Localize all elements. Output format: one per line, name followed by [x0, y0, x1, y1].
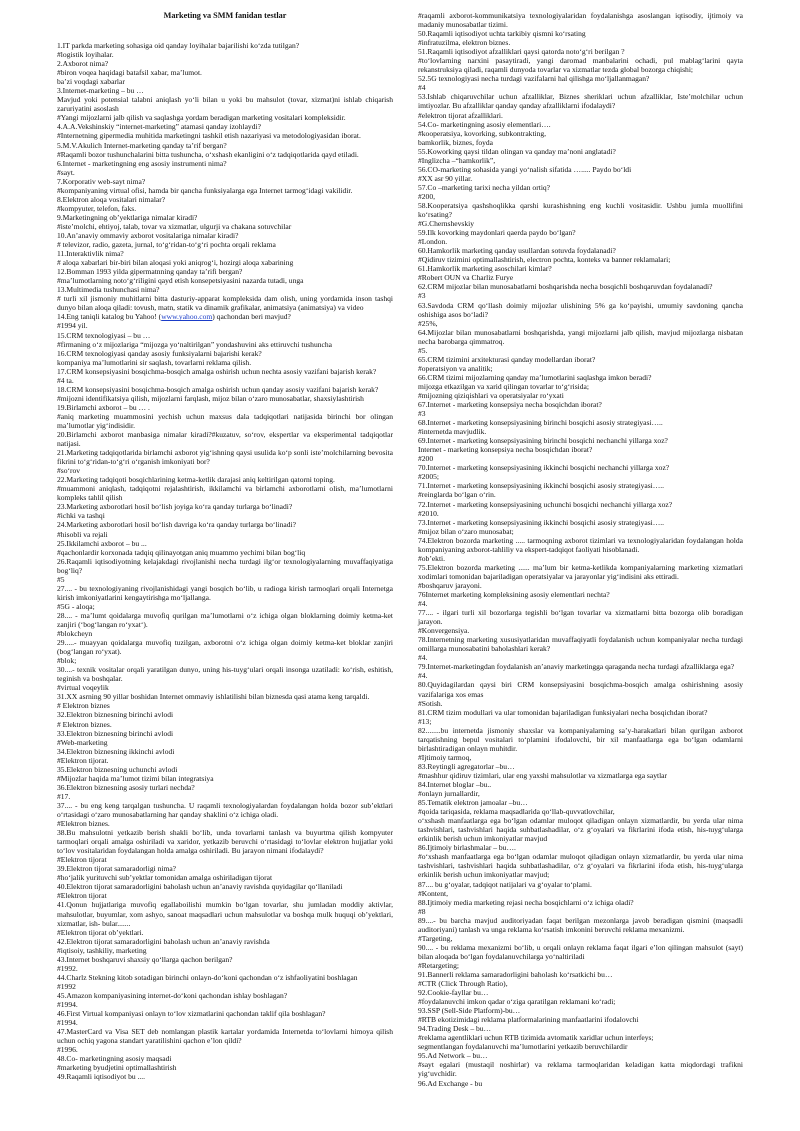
test-line: #qoida tariqasida, reklama maqsadlarida qo‘llab-quvvatlovchilar, [418, 807, 615, 817]
test-line: 55.Koworking qaysi tildan olingan va qanday ma’noni anglatadi? [418, 146, 616, 156]
test-line: 24.Marketing axborotlari hosil bo‘lish davriga ko‘ra qanday turlarga bo‘linadi? [57, 520, 296, 530]
test-line: #mijozni identifikatsiya qilish, mijozlarni farqlash, mijoz bilan o‘zaro munosabatlar, shaxsiylashtirish [57, 393, 364, 403]
test-line: 94.Trading Desk – bu… [418, 1024, 492, 1034]
test-line: #Mijozlar haqida ma’lumot tizimi bilan integratsiya [57, 773, 214, 783]
test-line: #1992 [57, 981, 76, 991]
test-line: #o‘xshash manfaatlarga ega bo‘lgan odamlar muloqot qiladigan onlayn xizmatlardir, bu yerda ular nima tashvishlari, tashvishlari haqida suhbatlashadilar, o‘z g‘oyalari va fikrlarini ifoda etish, his-tuyg‘ularga erkinlik berish uchun imkoniyatlar mavjud; [418, 852, 743, 880]
test-line: 23.Marketing axborotlari hosil bo‘lish joyiga ko‘ra qanday turlarga bo‘linadi? [57, 502, 293, 512]
test-line: #3 [418, 291, 426, 301]
test-line: #ichki va tashqi [57, 511, 105, 521]
test-line: #logistik loyihalar. [57, 50, 114, 60]
test-line: 9.Marketingning ob’yektlariga nimalar kiradi? [57, 212, 198, 222]
test-line: #so‘rov [57, 466, 81, 476]
test-line: 86.Ijtimoiy birlashmalar – bu…. [418, 843, 516, 853]
test-line: 29.....- muayyan qoidalarga muvofiq tuzilgan, axborotni o‘z ichiga olgan doimiy ketma-ket bloklar zanjiri (bog‘langan ro‘yxat). [57, 638, 393, 657]
test-line: #iqtisoiy, tashkiliy, marketing [57, 945, 147, 955]
test-line: #XX asr 90 yillar. [418, 173, 473, 183]
test-line: 62.CRM mijozlar bilan munosabatlarni boshqarishda necha bosqichli boshqaruvdan foydalanadi? [418, 282, 713, 292]
test-line: #hisobli va rejali [57, 529, 108, 539]
test-line: #onlayn jurnallardir, [418, 789, 480, 799]
right-column [418, 11, 743, 1088]
test-line: 35.Elektron biznesning uchunchi avlodi [57, 764, 178, 774]
test-line: 82........bu internetda jismoniy shaxslar va kompaniyalarning sa’y-harakatlari bilan qurilgan axborot tarqatishning bepul vositalari to‘plamini ifodalovchi, bir xil manfaatlarga ega bo‘lgan odamlarni birlashtiradigan onlayn muhitdir. [418, 725, 743, 753]
test-line: 64.Mijozlar bilan munosabatlarni boshqarishda, yangi mijozlarni jalb qilish, mavjud mijozlarga nisbatan necha barobarga qimmatroq. [418, 327, 743, 346]
test-line: #4 ta. [57, 375, 74, 385]
test-line: #boshqaruv jarayoni. [418, 580, 482, 590]
test-line: 91.Bannerli reklama samaradorligini baholash ko‘rsatkichi bu… [418, 969, 613, 979]
test-line: 81.CRM tizim modullari va ular tomonidan bajariladigan funksiyalari necha bosqichdan iborat? [418, 707, 708, 717]
test-line: 3.Internet-marketing – bu … [57, 86, 144, 96]
test-line: 8.Elektron aloqa vositalari nimalar? [57, 194, 166, 204]
test-line: 36.Elektron biznesning asosiy turlari nechda? [57, 782, 195, 792]
right-question-list [418, 11, 743, 1088]
test-line: 52.5G texnologiyasi necha turdagi vazifalarni hal qilishga mo‘ljallanmagan? [418, 74, 650, 84]
test-line: #kompaniyaning virtual ofisi, hamda bir qancha funksiyalarga ega Internet tarmog‘idagi vakilidir. [57, 185, 353, 195]
left-question-list [57, 41, 393, 1081]
test-line: 66.CRM tizimi mijozlarning qanday ma’lumotlarini saqlashga imkon beradi? [418, 372, 652, 382]
test-line: 69.Internet - marketing konsepsiyasining birinchi bosqichi nechanchi yillarga xoz? [418, 436, 668, 446]
test-line: #kompyuter, telefon, faks. [57, 203, 137, 213]
test-line: # Elektron biznes [57, 701, 110, 711]
test-line: 43.Internet boshqaruvi shaxsiy qo‘llarga qachon berilgan? [57, 954, 233, 964]
test-line: #1994 yil. [57, 321, 88, 331]
test-line: #Raqamli bozor tushunchalarini bitta tushuncha, o‘xshash ekanligini o‘z tadqiqotlarida qayd etiladi. [57, 149, 359, 159]
test-line: #Retargeting; [418, 960, 459, 970]
test-line: 31.XX asrning 90 yillar boshidan Internet ommaviy ishlatilishi bilan biznesda qasi atama keng tarqaldi. [57, 692, 370, 702]
test-line: #blokcheyn [57, 629, 93, 639]
test-line: 56.CO-marketing sohasida yangi yo‘nalish sifatida …..... Paydo bo‘ldi [418, 164, 632, 174]
test-line: #1994. [57, 999, 78, 1009]
test-line: #Elektron tijorat. [57, 755, 109, 765]
test-line: #mashhur qidiruv tizimlari, ular eng yaxshi mahsulotlar va xizmatlarga ega saytlar [418, 770, 668, 780]
test-line: 60.Hamkorlik marketing qanday usullardan sotuvda foydalanadi? [418, 246, 616, 256]
test-line: #CTR (Click Through Ratio), [418, 979, 508, 989]
test-line: #infratuzilma, elektron biznes. [418, 38, 511, 48]
test-line: #blok; [57, 656, 77, 666]
test-line: #Ijtimoiy tarmoq, [418, 752, 472, 762]
test-line: 15.CRM texnologiyasi – bu … [57, 330, 151, 340]
test-line: #ho‘jalik yurituvchi sub’yektlar tomonidan amalga oshiriladigan tijorat [57, 873, 273, 883]
test-line: 22.Marketing tadqiqoti bosqichlarining ketma-ketlik darajasi aniq keltirilgan qatorni toping. [57, 475, 335, 485]
test-line: 30....- texnik vositalar orqali yaratilgan dunyo, uning his-tuyg‘ulari orqali insonga uzatiladi: ko‘rish, eshitish, teginish va boshqalar. [57, 665, 393, 684]
test-line: mijozga etkazilgan va xarid qilingan tovarlar to‘g‘risida; [418, 381, 590, 391]
left-column [57, 11, 393, 1081]
test-line: #4. [418, 653, 428, 663]
test-line: #Elektron tijorat ob’yektlari. [57, 927, 144, 937]
test-line: 32.Elektron biznesning birinchi avlodi [57, 710, 174, 720]
test-line: 72.Internet - marketing konsepsiyasining uchunchi bosqichi nechanchi yillarga xoz? [418, 499, 673, 509]
test-line: #3 [418, 409, 426, 419]
test-line: #Internetning gipermedia muhitida marketingni tashkil etish nazariyasi va metodologiyasidan iborat. [57, 131, 361, 141]
test-line: 85.Tematik elektron jamoalar –bu… [418, 798, 528, 808]
test-line: 21.Marketing tadqiqotlarida birlamchi axborot yig‘ishning qaysi usulida ko‘p sonli iste’molchilarning bevosita fikrini to‘g‘ridan-to‘g‘ri o‘rganish imkoniyati bor? [57, 448, 393, 467]
test-line: #mijozning qiziqishlari va operatsiyalar ro‘yxati [418, 390, 564, 400]
test-line: 88.Ijtimoiy media marketing rejasi necha bosqichlarni o‘z ichiga oladi? [418, 897, 634, 907]
test-line: 25.Ikkilamchi axborot – bu ... [57, 538, 147, 548]
test-line: 77.... - ilgari turli xil bozorlarga tegishli bo‘lgan tovarlar va xizmatlarni bitta bozorga olib boradigan jarayon. [418, 608, 743, 627]
test-line: #2005; [418, 472, 439, 482]
test-line: 38.Bu mahsulotni yetkazib berish shakli bo‘lib, unda tovarlarni tanlash va buyurtma qilish kompyuter tarmoqlari orqali amalga oshiriladi va xaridor, yetkazib beruvchi o‘rtasidagi to‘lovlar elektron hujjatlar yoki to‘lov vositalaridan foydalangan holda amalga oshiriladi. Bu jarayon nimani ifodalaydi? [57, 828, 393, 856]
test-line: #200 [418, 454, 434, 464]
test-line: 18.CRM konsepsiyasini bosqichma-bosqich amalga oshirish uchun qanday asosiy vazifani bajarish kerak? [57, 384, 379, 394]
test-line: #ma’lumotlarning noto‘g‘riligini qayd etish konsepetsiyasini nazarda tutadi, unga [57, 276, 304, 286]
test-line: 78.Internetning marketing xususiyatlaridan muvaffaqiyatli foydalanish uchun kompaniyalar necha turdagi omillarga munosabatini baholashlari kerak? [418, 635, 743, 654]
test-line: 75.Elektron bozorda marketing ...... ma’lum bir ketma-ketlikda kompaniyalarning marketing xizmatlari xodimlari tomonidan bajariladigan operatsiyalar va jarayonlar yig‘indisini aks ettiradi. [418, 562, 743, 581]
test-line: #London. [418, 237, 448, 247]
test-line: #5G - aloqa; [57, 601, 95, 611]
test-line: #Elektron tijorat [57, 855, 107, 865]
test-line: #Qidiruv tizimini optimallashtirish, electron pochta, konteks va banner reklamalari; [418, 255, 671, 265]
test-line: #firmaning o‘z mijozlariga “mijozga yo‘naltirilgan” yondashuvini aks ettiruvchi tushuncha [57, 339, 332, 349]
test-line: #biron voqea haqidagi batafsil xabar, ma’lumot. [57, 68, 202, 78]
test-line: 74.Elektron bozorda marketing ..... tarmoqning axborot tizimlari va texnologiyalaridan foydalangan holda kompaniyaning axborot-tahliliy va ekspert-tadqiqot faoliyati hisoblanadi. [418, 535, 743, 554]
test-line: Internet - marketing konsepsiya necha bosqichdan iborat? [418, 445, 593, 455]
test-line: #aniq marketing muammosini yechish uchun maxsus dala tadqiqotlari natijasida birinchi bor olingan ma’lumotlar yig‘indisidir. [57, 411, 393, 430]
test-line: 14.Eng taniqli katalog bu Yahoo! (www.yahoo.com) qachondan beri mavjud? [57, 312, 291, 322]
test-line: #4. [418, 671, 428, 681]
test-line: 19.Birlamchi axborot – bu … . [57, 402, 150, 412]
test-line: 79.Internet-marketingdan foydalanish an’anaviy marketingga qaraganda necha turdagi afzalliklarga ega? [418, 662, 735, 672]
test-line: 48.Co- marketingning asosiy maqsadi [57, 1054, 172, 1064]
test-line: 34.Elektron biznesning ikkinchi avlodi [57, 746, 175, 756]
test-line: 4.A.A.Vekshinskiy “internet-marketing” atamasi qanday izohlaydi? [57, 122, 261, 132]
test-line: 1.IT parkda marketing sohasiga oid qanday loyihalar bajarilishi ko‘zda tutilgan? [57, 41, 300, 50]
test-line: 57.Co –marketing tarixi necha yildan ortiq? [418, 182, 551, 192]
test-line: #Elektron biznes. [57, 819, 110, 829]
test-line: # televizor, radio, gazeta, jurnal, to‘g‘ridan-to‘g‘ri pochta orqali reklama [57, 240, 276, 250]
test-line: 51.Raqamli iqtisodiyot afzalliklari qaysi qatorda noto‘g‘ri berilgan ? [418, 47, 625, 57]
test-line: 54.Co- marketingning asosiy elementlari…. [418, 119, 551, 129]
test-line: 96.Ad Exchange - bu [418, 1078, 483, 1088]
test-line: # Elektron biznes. [57, 719, 112, 729]
test-line: 5.M.V.Akulich Internet-marketing qanday ta’rif bergan? [57, 140, 227, 150]
test-line: segmentlangan foydalanuvchi ma’lumotlarini yetkazib beruvchilardir [418, 1042, 628, 1052]
test-line: #Elektron tijorat [57, 891, 107, 901]
test-line: 28.... - ma’lumt qoidalarga muvofiq qurilgan ma’lumotlarni o‘z ichiga olgan bloklarning doimiy ketma-ket zanjiri (‘bog‘langan ro‘yxat‘). [57, 610, 393, 629]
test-line: #ob’ekti. [418, 553, 446, 563]
test-line: # aloqa xabarlari bir-biri bilan aloqasi yoki aniqrog‘i, hozirgi aloqa xabarining [57, 258, 294, 268]
test-line: #Konvergensiya. [418, 626, 470, 636]
test-line: 87.... bu g‘oyalar, tadqiqot natijalari va g‘oyalar to‘plami. [418, 879, 592, 889]
test-line: 65.CRM tizimini arxitekturasi qanday modellardan iborat? [418, 354, 596, 364]
test-line: o‘xshash manfaatlarga ega bo‘lgan odamlar muloqot qiladigan onlayn xizmatlardir, bu yerda ular nima tashvishlari, tashvishlari haqida suhbatlashadilar, o‘z g‘oyalari va fikrlarini ifoda etish, his-tuyg‘ularga erkinlik berish uchun imkoniyatlar mavjud [418, 816, 743, 844]
test-line: #internetda mavjudlik. [418, 427, 487, 437]
test-line: 45.Amazon kompaniyasining internet-do‘koni qachondan ishlay boshlagan? [57, 990, 288, 1000]
test-line: Mavjud yoki potensial talabni aniqlash yo‘li bilan u yoki bu mahsulot (tovar, xizmat)ni ishlab chiqarish zaruriyatini asoslash [57, 95, 393, 114]
test-line: # turli xil jismoniy muhitlarni bitta dasturiy-apparat kompleksida dam olish, uning yordamida inson tashqi dunyo bilan aloqa qiladi: tovush, matn, statik va dinamik grafikalar, animatsiya (animatsiya) va video [57, 294, 393, 313]
test-line: #Sotish. [418, 698, 443, 708]
test-line: #17. [57, 791, 71, 801]
test-line: 33.Elektron biznesning birinchi avlodi [57, 728, 174, 738]
test-line: #sayt egalari (mustaqil noshirlar) va reklama tarmoqlaridan keladigan katta miqdordagi trafikni yig‘uvchidir. [418, 1060, 743, 1079]
test-line: #muammoni aniqlash, tadqiqotni rejalashtirish, ikkilamchi va birlamchi axborotlarni olish, ma’lumotlarni kompleks tahlil qilish [57, 484, 393, 503]
test-line: #RTB ekotizimidagi reklama platformalarining manfaatlarini ifodalovchi [418, 1015, 639, 1025]
test-line: 44.Charlz Stekning kitob sotadigan birinchi onlayn-do‘koni qachondan o‘z ishfaoliyatini boshlagan [57, 972, 358, 982]
test-line: 84.Internet bloglar –bu.. [418, 779, 492, 789]
test-line: 46.First Virtual kompaniyasi onlayn to‘lov xizmatlarini qachondan taklif qila boshlagan? [57, 1009, 326, 1019]
test-line: #Inglizcha –“hamkorlik”, [418, 155, 496, 165]
test-line: #raqamli axborot-kommunikatsiya texnologiyalaridan foydalanishga asoslangan iqtisodiy, ijtimoiy va madaniy munosabatlar tizimi. [418, 11, 743, 30]
test-line: 2.Axborot nima? [57, 59, 109, 69]
test-line: #mijoz bilan o‘zaro munosabat; [418, 526, 514, 536]
test-line: #Robert OUN va Charliz Furye [418, 273, 514, 283]
test-line: 61.Hamkorlik marketing asoschilari kimlar? [418, 264, 552, 274]
test-line: #Web-marketing [57, 737, 108, 747]
test-line: 83.Reytingli agregatorlar –bu… [418, 761, 515, 771]
page-title: Marketing va SMM fanidan testlar [163, 11, 287, 20]
test-line: #2010. [418, 508, 439, 518]
test-line: #8 [418, 906, 426, 916]
test-line: 67.Internet - marketing konsepsiya necha bosqichdan iborat? [418, 400, 602, 410]
test-line: #reklama agentliklari uchun RTB tizimida avtomatik xaridlar uchun interfeys; [418, 1033, 654, 1043]
test-line: #G.Chernshevskiy [418, 219, 474, 229]
test-line: 10.An’anaviy ommaviy axborot vositalariga nimalar kiradi? [57, 230, 239, 240]
test-line: 17.CRM konsepsiyasini bosqichma-bosqich amalga oshirish uchun nechta asosiy vazifani bajarish kerak? [57, 366, 377, 376]
test-line: 12.Bomman 1993 yilda gipermatnning qanday ta’rifi bergan? [57, 267, 243, 277]
test-line: #marketing byudjetini optimallashtirish [57, 1063, 177, 1073]
test-line: 70.Internet - marketing konsepsiyasining ikkinchi bosqichi nechanchi yillarga xoz? [418, 463, 670, 473]
test-line: 13.Multimedia tushunchasi nima? [57, 285, 160, 295]
test-line: 73.Internet - marketing konsepsiyasining ikkinchi bosqichi asosiy strategiyasi….. [418, 517, 665, 527]
test-line: 80.Quyidagilardan qaysi biri CRM konsepsiyasini bosqichma-bosqich amalga oshirishning asosiy vazifalariga xos emas [418, 680, 743, 699]
test-line: #5 [57, 574, 65, 584]
yahoo-link[interactable]: www.yahoo.com [161, 312, 213, 322]
test-line: 27.... - bu texnologiyaning rivojlanishidagi yangi bosqich bo‘lib, u radioga kirish tarmoqlari orqali Internetga kirish imkoniyatlarini kengaytirishga mo‘ljallanga. [57, 583, 393, 602]
test-line: #200, [418, 191, 435, 201]
test-line: 71.Internet - marketing konsepsiyasining ikkinchi bosqichi asosiy strategiyasi….. [418, 481, 665, 491]
test-line: #elektron tijorat afzalliklari. [418, 110, 503, 120]
test-line: #4. [418, 599, 428, 609]
test-line: 26.Raqamli iqtisodiyotning kelajakdagi rivojlanishi necha turdagi ilg‘or texnologiyalarning muvaffaqiyatiga bog‘liq? [57, 556, 393, 575]
test-line: #1994. [57, 1018, 78, 1028]
test-line: 68.Internet - marketing konsepsiyasining birinchi bosqichi asosiy strategiyasi….. [418, 418, 663, 428]
test-line: #reinglarda bo‘lgan o‘rin. [418, 490, 496, 500]
test-line: 20.Birlamchi axborot manbasiga nimalar kiradi?#kuzatuv, so‘rov, ekspertlar va eksperimental tadqiqotlar natijasi. [57, 430, 393, 449]
test-line: #Targeting, [418, 933, 453, 943]
test-line: 16.CRM texnologiyasi qanday asosiy funksiyalarni bajarishi kerak? [57, 348, 262, 358]
test-line: 90.... - bu reklama mexanizmi bo‘lib, u orqali onlayn reklama faqat ilgari e’lon qilingan mahsulot (sayt) bilan aloqada bo‘lgan foydalanuvchilarga yo‘naltiriladi [418, 942, 743, 961]
test-line: 49.Raqamli iqtisodiyot bu .... [57, 1072, 146, 1082]
test-line: #to‘lovlarning narxini pasaytiradi, yangi daromad manbalarini ochadi, pul mablag‘larini qayta rekanstruksiya qiladi, raqamli dunyoda tovarlar va xizmatlar tezda global bozorga chiqishi; [418, 56, 743, 75]
test-line: #Kontent, [418, 888, 448, 898]
test-line: 41.Qonun hujjatlariga muvofiq egallaboilishi mumkin bo‘lgan tovarlar, shu jumladan moddiy aktivlar, mahsulotlar, buyumlar, xom ashyo, sanoat maqsadlari uchun mahsulotlar va boshqa mulk huquqi ob’yektlari, xizmatlar, ish- bular....... [57, 900, 393, 928]
test-line: 59.Ilk kovorking maydonlari qaerda paydo bo‘lgan? [418, 228, 576, 238]
test-line: #kooperatsiya, kovorking, subkontrakting, [418, 128, 547, 138]
test-line: #sayt. [57, 167, 75, 177]
test-line: #operatsiyon va analitik; [418, 363, 493, 373]
test-line: 76Internet marketing kompleksining asosiy elementlari nechta? [418, 590, 610, 599]
test-line: 40.Elektron tijorat samaradorligini baholash uchun an’anaviy ravishda quyidagilar qo‘llaniladi [57, 882, 343, 892]
test-line: #5. [418, 345, 428, 355]
test-line: 37.... - bu eng keng tarqalgan tushuncha. U raqamli texnologiyalardan foydalangan holda bozor sub’ektlari o‘rtasidagi o‘zaro munosabatlarning har qanday shaklini o‘z ichiga oladi. [57, 800, 393, 819]
test-line: 42.Elektron tijorat samaradorligini baholash uchun an’anaviy ravishda [57, 936, 270, 946]
test-line: 92.Cookie-fayllar bu… [418, 988, 489, 998]
test-line: #1996. [57, 1045, 78, 1055]
test-line: #13; [418, 716, 432, 726]
test-line: 39.Elektron tijorat samaradorligi nima? [57, 864, 177, 874]
test-line: #4 [418, 83, 426, 93]
test-line: ba’zi voqdagi xabarlar [57, 77, 125, 87]
test-line: #iste’molchi, ehtiyoj, talab, tovar va xizmatlar, ulgurji va chakana sotuvchilar [57, 221, 292, 231]
test-line: bamkorlik, biznes, foyda [418, 137, 494, 147]
test-line: #Yangi mijozlarni jalb qilish va saqlashga yordam beradigan marketing vositalari kompleksidir. [57, 113, 346, 123]
test-line: 58.Kooperatsiya qashshoqlikka qarshi kurashishning eng kuchli vositasidir. Ushbu jumla muollifini ko‘rsating? [418, 200, 743, 220]
test-line: 53.Ishlab chiqaruvchilar uchun afzalliklar, Biznes sheriklari uchun afzalliklar, Iste’molchilar uchun imtiyozlar. Bu afzalliklar qanday qanday afzalliklarni ifodalaydi? [418, 92, 743, 111]
test-line: 63.Savdoda CRM qo‘llash doimiy mijozlar ulishining 5% ga ko‘payishi, umumiy savdoning qancha oshishiga asos bo‘ladi? [418, 300, 743, 319]
test-line: #1992. [57, 963, 78, 973]
test-line: 95.Ad Network – bu… [418, 1051, 488, 1061]
test-line: 47.MasterCard va Visa SET deb nomlangan plastik kartalar yordamida Internetda to‘lovlarni himoya qilish uchun ochiq yagona standart yaratilishini qachon e’lon qildi? [57, 1027, 393, 1046]
test-line: #virtual voqeylik [57, 683, 109, 693]
test-line: 11.Interaktivlik nima? [57, 249, 124, 259]
test-line: #qachonlardir korxonada tadqiq qilinayotgan aniq muammo yechimi bilan bog‘liq [57, 547, 306, 557]
test-line: 7.Korporativ web-sayt nima? [57, 176, 146, 186]
test-line: kompaniya ma’lumotlarini sir saqlash, tovarlarni reklama qilish. [57, 357, 252, 367]
test-line: #25%, [418, 318, 438, 328]
test-line: 50.Raqamli iqtisodiyot uchta tarkibiy qismni ko‘rsating [418, 29, 586, 39]
test-line: 6.Internet - marketingning eng asosiy instrumenti nima? [57, 158, 227, 168]
test-line: 89....- bu barcha mavjud auditoriyadan faqat berilgan mezonlarga javob beradigan qismini (maqsadli auditoriyani) tanlash va unga reklama ko‘rsatish imkonini beruvchi reklama mexanizmi. [418, 915, 743, 934]
test-line: 93.SSP (Sell-Side Platform)-bu… [418, 1006, 521, 1016]
test-line: #foydalanuvchi imkon qadar o‘ziga qaratilgan reklamani ko‘radi; [418, 997, 616, 1007]
